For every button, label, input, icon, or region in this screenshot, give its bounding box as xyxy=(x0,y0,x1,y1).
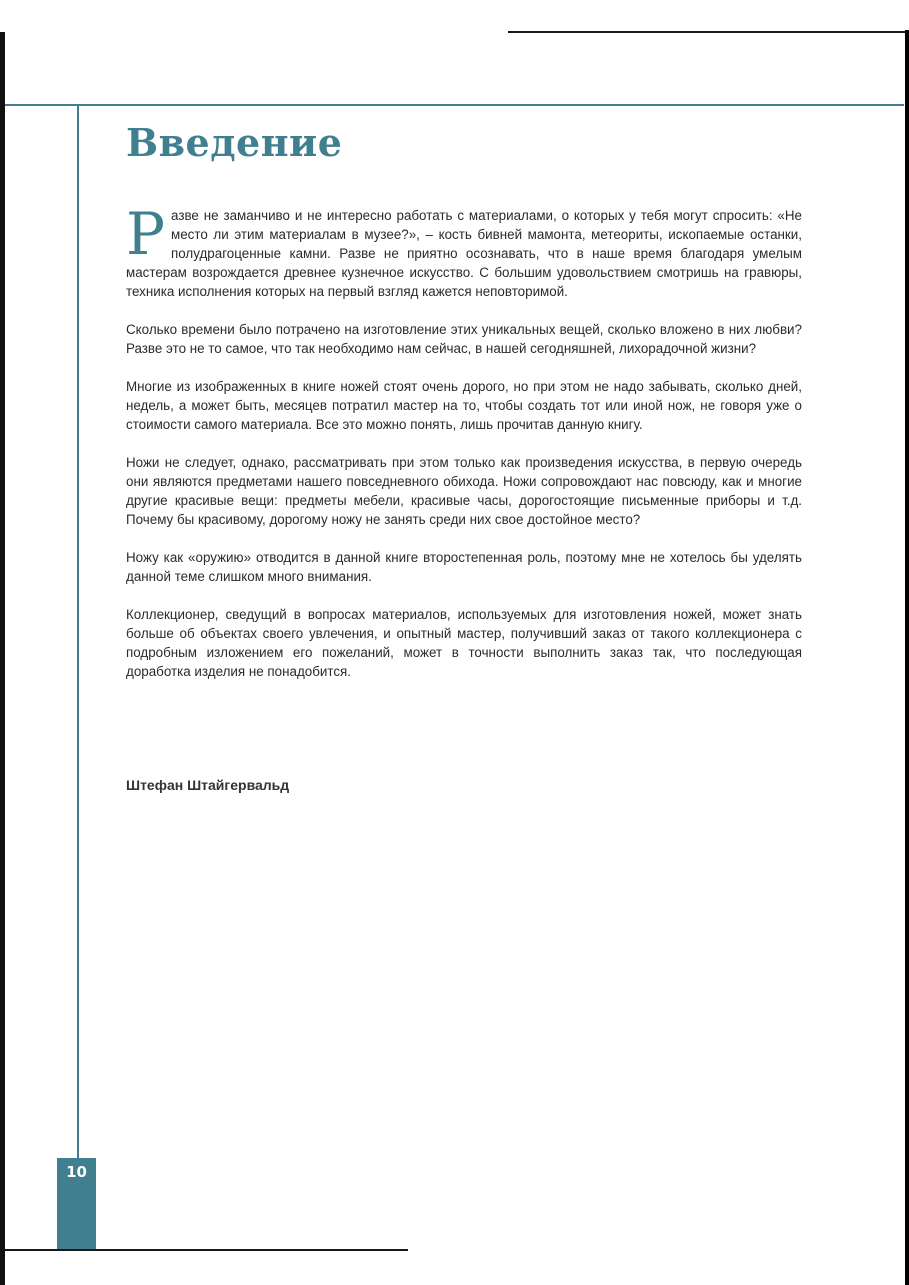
intro-paragraph xyxy=(126,200,802,301)
paragraph-5: Ножу как «оружию» отводится в данной книге второстепенная роль, поэтому мне не хотелось бы уделять данной теме слишком много внимания. xyxy=(126,550,802,584)
page-title: Введение xyxy=(126,120,343,165)
paragraph-4: Ножи не следует, однако, рассматривать при этом только как произведения искусства, в первую очередь они являются предметами нашего повседневного обихода. Ножи сопровождают нас повсюду, как и многие другие красивые вещи: предметы мебели, красивые часы, дорогостоящие письменные приборы и т.д. Почему бы красивому, дорогому ножу не занять среди них свое достойное место? xyxy=(126,455,802,527)
page-number-tab xyxy=(57,1158,96,1249)
paragraph-6: Коллекционер, сведущий в вопросах материалов, используемых для изготовления ножей, может знать больше об объектах своего увлечения, и опытный мастер, получивший заказ от такого коллекционера с подробным изложением его пожеланий, может в точности выполнить заказ так, что последующая доработка изделия не понадобится. xyxy=(126,607,802,679)
page-number: 10 xyxy=(66,1163,87,1181)
body-text xyxy=(126,200,802,700)
paragraph-3: Многие из изображенных в книге ножей стоят очень дорого, но при этом не надо забывать, сколько дней, недель, а может быть, месяцев потратил мастер на то, чтобы создать тот или иной нож, не говоря уже о стоимости самого материала. Все это можно понять, лишь прочитав данную книгу. xyxy=(126,379,802,432)
scan-edge-right xyxy=(905,30,909,1285)
paragraph-2: Сколько времени было потрачено на изготовление этих уникальных вещей, сколько вложено в них любви? Разве это не то самое, что так необходимо нам сейчас, в нашей сегодняшней, лихорадочной жизни? xyxy=(126,322,802,356)
scan-edge-top xyxy=(508,31,909,33)
scan-edge-bottom xyxy=(5,1249,408,1251)
top-rule xyxy=(5,104,904,106)
scan-edge-left xyxy=(0,32,5,1285)
left-rule xyxy=(77,104,79,1158)
intro-text: азве не заманчиво и не интересно работать с материалами, о которых у тебя могут спросить: «Не место ли этим материалам в музее?», – кость бивней мамонта, метеориты, ископаемые останки, полудрагоценные камни. Разве не приятно осознавать, что в наше время благодаря умелым мастерам возрождается древнее кузнечное искусство. С большим удовольствием смотришь на гравюры, техника исполнения которых на первый взгляд кажется неповторимой. xyxy=(126,208,802,299)
drop-cap: Р xyxy=(126,200,166,268)
author-signature: Штефан Штайгервальд xyxy=(126,777,290,793)
